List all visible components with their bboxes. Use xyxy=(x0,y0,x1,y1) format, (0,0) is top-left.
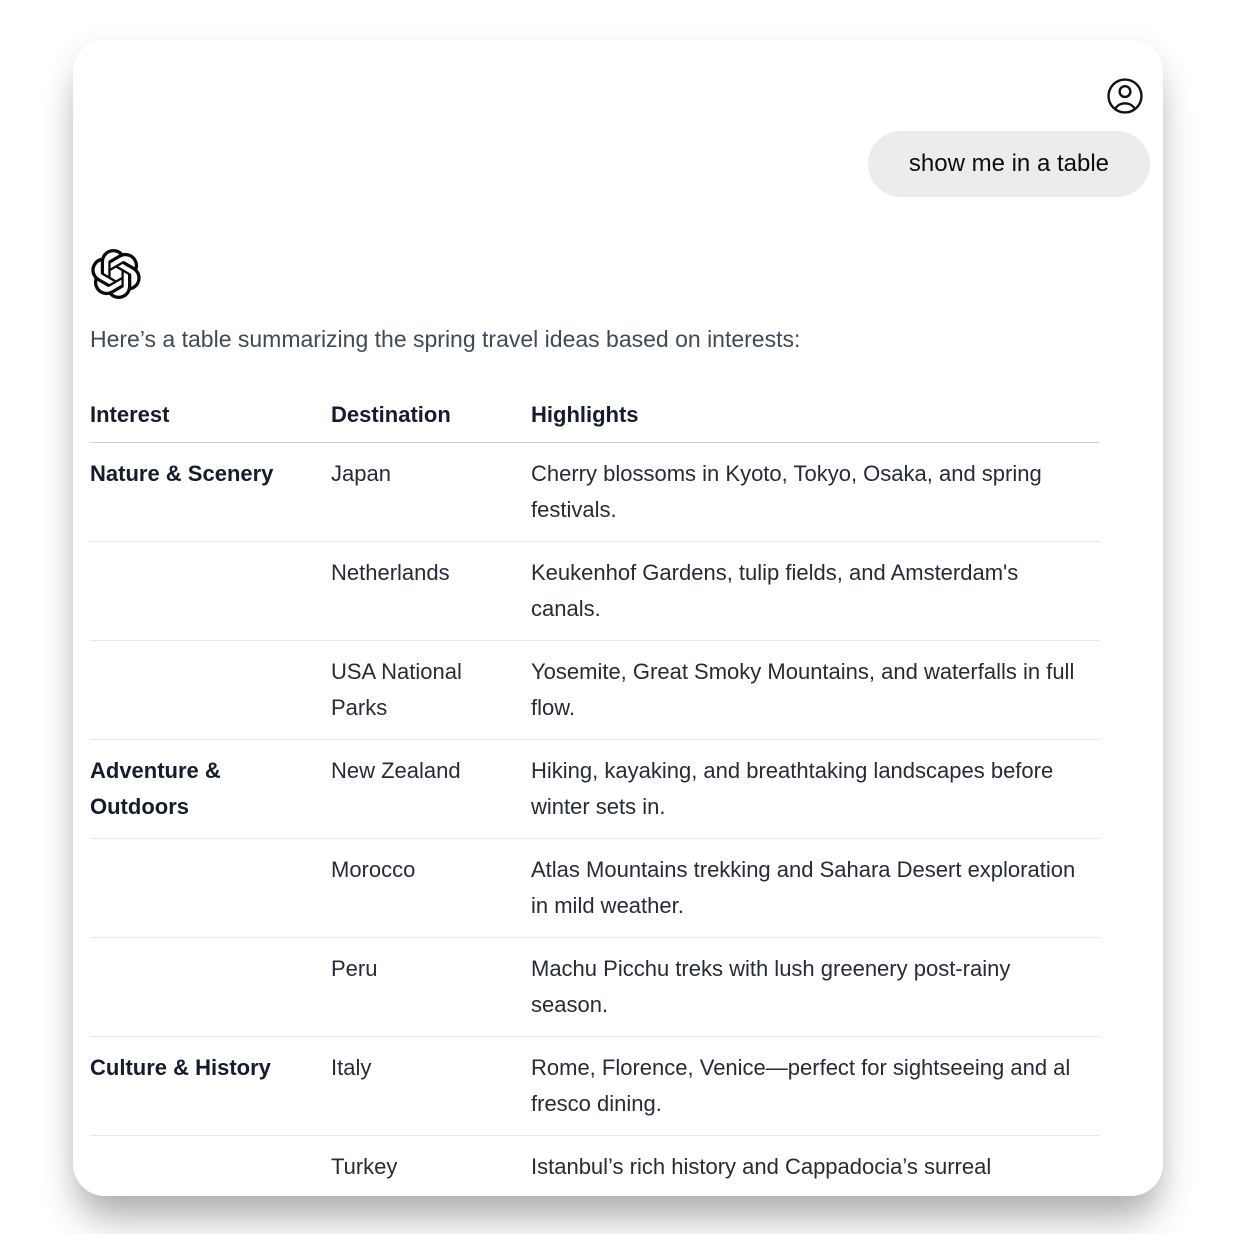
table-row xyxy=(90,542,1100,641)
cell-destination: Morocco xyxy=(331,839,531,938)
user-message-bubble: show me in a table xyxy=(868,131,1150,197)
cell-destination: New Zealand xyxy=(331,740,531,839)
table-row xyxy=(90,740,1100,839)
cell-interest xyxy=(90,938,331,1037)
column-header-highlights: Highlights xyxy=(531,389,1100,443)
cell-highlights: Keukenhof Gardens, tulip fields, and Amsterdam's canals. xyxy=(531,542,1100,641)
cell-interest xyxy=(90,1136,331,1197)
cell-destination: Turkey xyxy=(331,1136,531,1197)
user-avatar-row xyxy=(90,77,1150,115)
column-header-destination: Destination xyxy=(331,389,531,443)
cell-highlights: Cherry blossoms in Kyoto, Tokyo, Osaka, and spring festivals. xyxy=(531,443,1100,542)
column-header-interest: Interest xyxy=(90,389,331,443)
cell-highlights: Machu Picchu treks with lush greenery post-rainy season. xyxy=(531,938,1100,1037)
table-row xyxy=(90,1037,1100,1136)
cell-interest xyxy=(90,542,331,641)
table-row xyxy=(90,641,1100,740)
user-message-row xyxy=(90,131,1150,197)
table-row xyxy=(90,443,1100,542)
cell-highlights: Yosemite, Great Smoky Mountains, and waterfalls in full flow. xyxy=(531,641,1100,740)
cell-highlights: Hiking, kayaking, and breathtaking landscapes before winter sets in. xyxy=(531,740,1100,839)
travel-ideas-table xyxy=(90,389,1100,1196)
chat-card xyxy=(73,40,1163,1196)
table-row xyxy=(90,839,1100,938)
cell-interest xyxy=(90,839,331,938)
openai-logo-icon xyxy=(90,249,1150,299)
cell-destination: Japan xyxy=(331,443,531,542)
table-header-row xyxy=(90,389,1100,443)
cell-highlights: Istanbul’s rich history and Cappadocia’s surreal xyxy=(531,1136,1100,1197)
cell-interest: Adventure & Outdoors xyxy=(90,740,331,839)
cell-interest xyxy=(90,641,331,740)
table-row xyxy=(90,1136,1100,1197)
cell-destination: Netherlands xyxy=(331,542,531,641)
assistant-intro-text: Here’s a table summarizing the spring travel ideas based on interests: xyxy=(90,326,801,352)
cell-destination: Peru xyxy=(331,938,531,1037)
cell-interest: Culture & History xyxy=(90,1037,331,1136)
cell-highlights: Atlas Mountains trekking and Sahara Desert exploration in mild weather. xyxy=(531,839,1100,938)
cell-destination: USA National Parks xyxy=(331,641,531,740)
table-row xyxy=(90,938,1100,1037)
person-circle-icon[interactable] xyxy=(1106,77,1144,115)
cell-highlights: Rome, Florence, Venice—perfect for sightseeing and al fresco dining. xyxy=(531,1037,1100,1136)
cell-interest: Nature & Scenery xyxy=(90,443,331,542)
cell-destination: Italy xyxy=(331,1037,531,1136)
